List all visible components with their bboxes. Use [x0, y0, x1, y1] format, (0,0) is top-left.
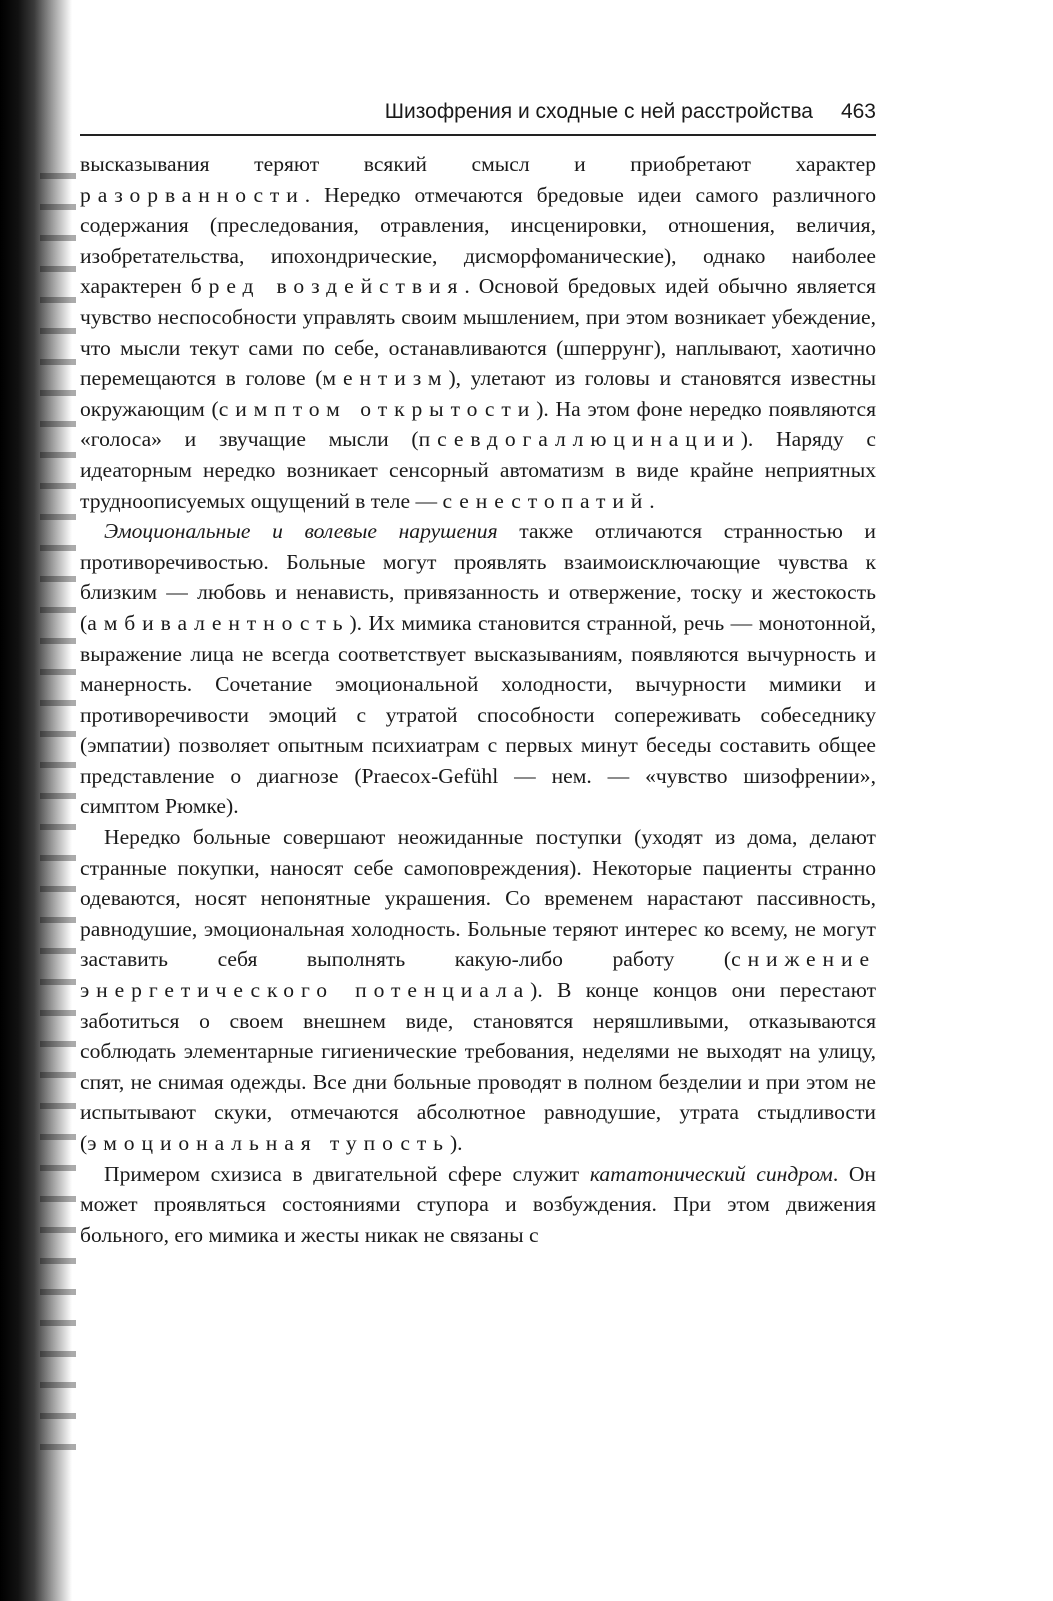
- term-spaced: разорванности: [80, 182, 305, 207]
- paragraph-emotional: [80, 516, 876, 822]
- text-run: .: [649, 488, 655, 513]
- body-text: [80, 149, 876, 1250]
- term-spaced: бред воздействия: [190, 274, 465, 299]
- term-spaced: эмоциональная тупость: [87, 1131, 450, 1155]
- term-italic: кататонический синдром: [589, 1161, 833, 1186]
- term-spaced: сенестопатий: [442, 488, 650, 513]
- text-run: также отличаются странностью и противоречивостью. Больные могут проявлять взаимоисключающие чувства к близким — любовь и ненависть, привязанность и отвержение, тоску и жестокость (: [80, 519, 876, 635]
- paragraph-delusions: [80, 149, 876, 516]
- running-title: Шизофрения и сходные с ней расстройства: [384, 100, 813, 123]
- paragraph-behavior: [80, 822, 876, 1159]
- term-spaced: снижение энергетического потенциала: [80, 947, 876, 1003]
- text-run: ), улетают из головы и становятся известны окружающим (: [80, 366, 877, 421]
- running-header: [130, 100, 876, 124]
- text-run: Нередко больные совершают неожиданные поступки (уходят из дома, делают странные покупки, наносят себе самоповреждения). Некоторые пациенты странно одеваются, носят непонятные украшения. Со временем нарастают пассивность, равнодушие, эмоциональная холодность. Больные теряют интерес ко всему, не могут заставить себя выполнять какую-либо работу (: [80, 825, 876, 972]
- scan-artifact: [40, 150, 76, 1450]
- term-italic: Эмоциональные и волевые нарушения: [104, 519, 498, 544]
- header-rule: [80, 134, 876, 136]
- text-run: . Основой бредовых идей обычно является чувство неспособности управлять своим мышлением, при этом возникает убеждение, что мысли текут сами по себе, останавливаются (шперрунг), наплывают, хаотично перемещаются в голове (: [80, 274, 876, 391]
- term-spaced: симптом открытости: [218, 396, 537, 421]
- text-run: ).: [449, 1131, 463, 1155]
- text-run: ). На этом фоне нередко появляются «голоса» и звучащие мысли (: [80, 396, 876, 452]
- text-run: . Нередко отмечаются бредовые идеи самого различного содержания (преследования, отравления, инсценировки, отношения, величия, изобретательства, ипохондрические, дисморфоманические), однако наиболее характерен: [80, 182, 876, 299]
- paragraph-catatonic: [80, 1159, 876, 1251]
- text-run: Примером схизиса в двигательной сфере служит: [104, 1161, 590, 1186]
- text-run: ). В конце концов они перестают заботиться о своем внешнем виде, становятся неряшливыми, отказываются соблюдать элементарные гигиенические требования, неделями не выходят на улицу, спят, не снимая одежды. Все дни больные проводят в полном безделии и при этом не испытывают скуки, отмечаются абсолютное равнодушие, утрата стыдливости (: [80, 978, 877, 1155]
- term-spaced: амбивалентность: [87, 610, 350, 635]
- page-number: 463: [840, 100, 876, 123]
- text-run: высказывания теряют всякий смысл и приобретают характер: [80, 152, 876, 176]
- text-run: ). Наряду с идеаторным нередко возникает сенсорный автоматизм в виде крайне неприятных трудноописуемых ощущений в теле —: [80, 427, 876, 513]
- text-run: . Он может проявляться состояниями ступора и возбуждения. При этом движения больного, его мимика и жесты никак не связаны с: [80, 1161, 876, 1247]
- term-spaced: псевдогаллюцинации: [418, 427, 741, 452]
- text-run: ). Их мимика становится странной, речь — монотонной, выражение лица не всегда соответствует высказываниям, появляются вычурность и манерность. Сочетание эмоциональной холодности, вычурности мимики и противоречивости эмоций с утратой способности сопереживать собеседнику (эмпатии) позволяет опытным психиатрам с первых минут беседы составить общее представление о диагнозе (Praecox-Gefühl — нем. — «чувство шизофрении», симптом Рюмке).: [80, 610, 876, 819]
- term-spaced: ментизм: [322, 366, 449, 391]
